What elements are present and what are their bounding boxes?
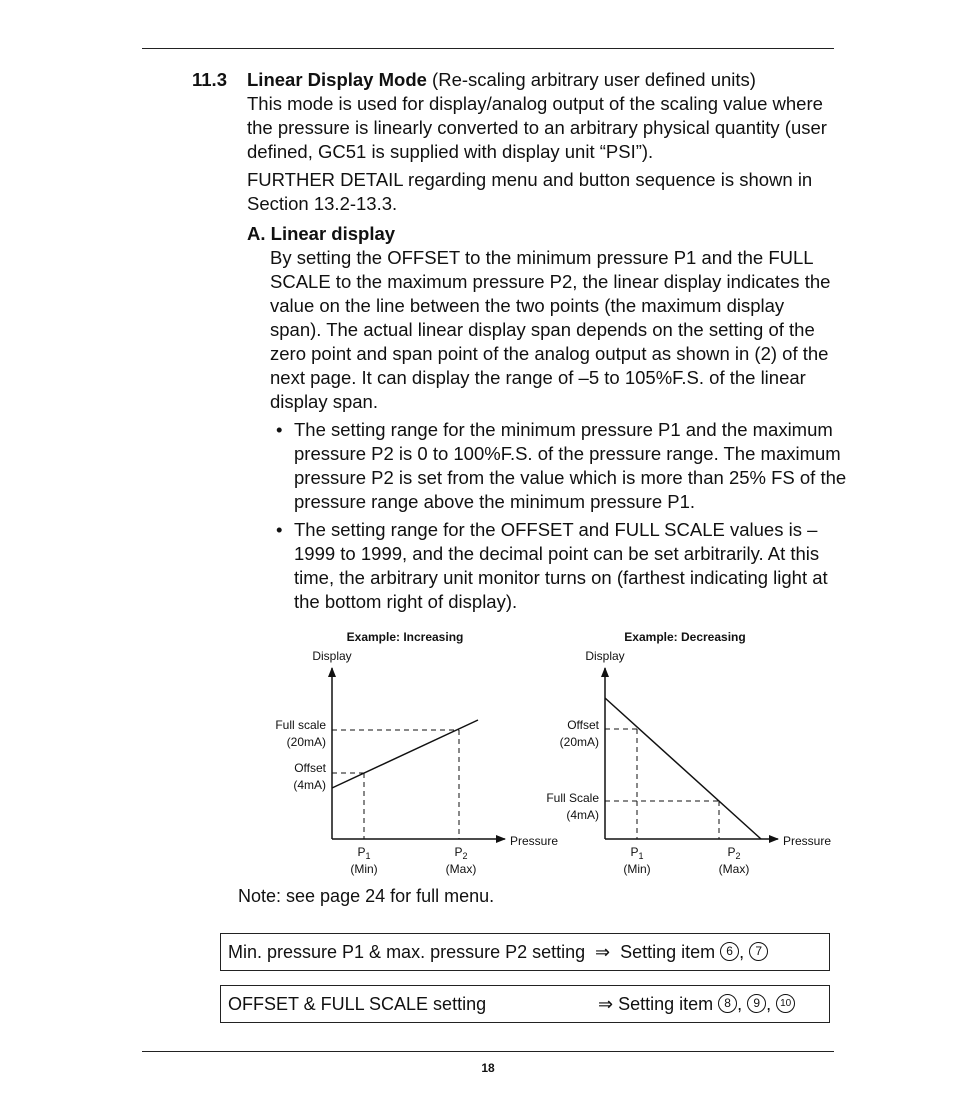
x-tick-note: (Max) [718, 862, 750, 876]
setting-ref-prefix: ⇒ Setting item [595, 942, 721, 962]
section-detail: FURTHER DETAIL regarding menu and button sequence is shown in Section 13.2-13.3. [247, 169, 813, 214]
subsection-heading: A. Linear display [247, 223, 396, 244]
section-title-suffix: (Re-scaling arbitrary user defined units) [426, 69, 756, 90]
x-axis-label: Pressure [783, 834, 832, 848]
bullet-text: The setting range for the OFFSET and FULL SCALE values is –1999 to 1999, and the decimal point can be set arbitrarily. At this time, the arbitrary unit monitor turns on (farthest indicating light at the bottom right of display). [294, 519, 828, 612]
bullet-dot: • [276, 419, 283, 440]
circled-item: 10 [776, 994, 795, 1013]
circled-item: 9 [747, 994, 766, 1013]
circled-item: 7 [749, 942, 768, 961]
y-tick-label: Offset [294, 761, 326, 775]
y-axis-label: Display [585, 649, 625, 663]
x-axis-label: Pressure [510, 834, 559, 848]
subsection-body: By setting the OFFSET to the minimum pressure P1 and the FULL SCALE to the maximum pressure P2, the linear display indicates the value on the line between the two points (the maximum display span). The actual linear display span depends on the setting of the zero point and span point of the analog output as shown in (2) of the next page. It can display the range of –5 to 105%F.S. of the linear display span. [270, 247, 831, 412]
y-tick-label: (20mA) [559, 735, 599, 749]
section-number: 11.3 [192, 69, 227, 90]
chart-title: Example: Decreasing [624, 630, 746, 644]
setting-reference: ⇒ Setting item 6 , 7 [595, 934, 768, 970]
y-tick-label: Full Scale [546, 791, 599, 805]
x-tick-label: $P_2$ [727, 845, 741, 861]
x-tick-label: $P_1$ [630, 845, 644, 861]
setting-label: OFFSET & FULL SCALE setting [228, 994, 487, 1014]
y-tick-label: (4mA) [566, 808, 599, 822]
circled-item: 6 [720, 942, 739, 961]
bottom-rule [142, 1051, 834, 1052]
x-tick-note: (Max) [445, 862, 477, 876]
y-axis-label: Display [312, 649, 352, 663]
x-tick-label: $P_2$ [454, 845, 468, 861]
chart-decreasing [546, 630, 831, 876]
section-intro: This mode is used for display/analog output of the scaling value where the pressure is linearly converted to an arbitrary physical quantity (user defined, GC51 is supplied with display unit “PSI”). [247, 93, 827, 162]
y-tick-label: Full scale [275, 718, 326, 732]
y-tick-label: (4mA) [293, 778, 326, 792]
setting-reference: ⇒ Setting item 8 , 9 , 10 [598, 986, 795, 1022]
bullet-dot: • [276, 519, 283, 540]
series-line [605, 698, 761, 839]
circled-item: 8 [718, 994, 737, 1013]
y-tick-label: (20mA) [286, 735, 326, 749]
section-title: Linear Display Mode [247, 69, 427, 90]
x-tick-label: $P_1$ [357, 845, 371, 861]
x-tick-note: (Min) [350, 862, 378, 876]
bullet-text: The setting range for the minimum pressure P1 and the maximum pressure P2 is 0 to 100%F.S. of the pressure range. The maximum pressure P2 is set from the value which is more than 25% FS of the pressure range above the minimum pressure P1. [294, 419, 847, 512]
chart-increasing [275, 630, 558, 876]
setting-box-offset [220, 985, 830, 1023]
page-number: 18 [481, 1061, 495, 1075]
chart-title: Example: Increasing [346, 630, 464, 644]
y-tick-label: Offset [567, 718, 599, 732]
x-tick-note: (Min) [623, 862, 651, 876]
setting-ref-prefix: ⇒ Setting item [598, 994, 719, 1014]
note-text: Note: see page 24 for full menu. [238, 886, 495, 906]
setting-box-pressure [220, 933, 830, 971]
setting-label: Min. pressure P1 & max. pressure P2 setting [228, 942, 586, 962]
